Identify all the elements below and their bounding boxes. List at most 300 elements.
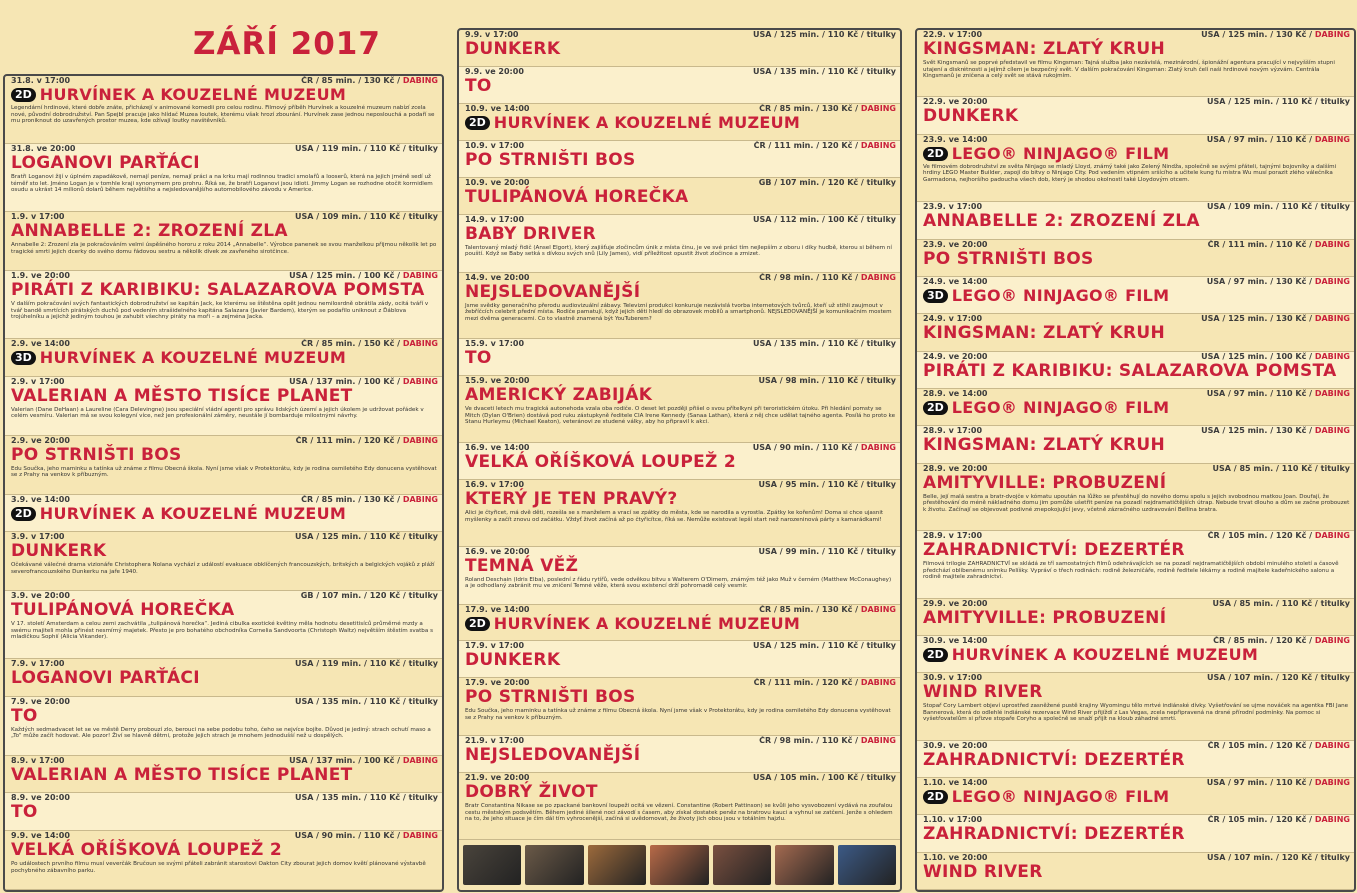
screening-info: [759, 480, 896, 490]
screening-details: USA / 135 min. / 110 Kč / titulky: [752, 66, 896, 76]
movie-still-thumbnail: [525, 845, 583, 885]
movie-title: [11, 542, 438, 561]
screening-info: [1207, 97, 1350, 107]
movie-still-thumbnail: [838, 845, 896, 885]
movie-still-thumbnail: [588, 845, 646, 885]
movie-title-text: TO: [465, 348, 492, 369]
screening-date: 1.9. v 17:00: [11, 212, 65, 222]
format-3d-badge: 3D: [923, 289, 948, 303]
screening-entry: [5, 697, 442, 756]
screening-info: [753, 773, 896, 783]
screening-entry: [917, 352, 1354, 389]
screening-info: [301, 591, 438, 601]
screening-date: 2.9. v 17:00: [11, 376, 65, 386]
screening-date: 15.9. ve 20:00: [465, 376, 530, 386]
movie-description: Talentovaný mladý řidič (Ansel Elgort), který zajišťuje zločincům únik z místa činu, je ve své práci tím nejlepším z oboru i díky hudbě, kterou si během ní pouští. Když se Baby setká s dívkou svých snů (Lily James), vidí příležitost opustit život zločince a zmizet.: [465, 244, 892, 258]
movie-title: [11, 601, 438, 620]
movie-title-text: VALERIAN A MĚSTO TISÍCE PLANET: [11, 385, 353, 406]
screening-details: ČR / 105 min. / 120 Kč /: [1207, 531, 1315, 541]
movie-title-text: KTERÝ JE TEN PRAVÝ?: [465, 488, 678, 509]
screening-details: USA / 107 min. / 120 Kč / titulky: [1206, 673, 1350, 683]
screening-details: USA / 135 min. / 110 Kč / titulky: [752, 339, 896, 349]
screening-details: ČR / 105 min. / 120 Kč /: [1207, 740, 1315, 750]
screening-date: 16.9. v 17:00: [465, 479, 525, 489]
screening-details: ČR / 105 min. / 120 Kč /: [1207, 815, 1315, 825]
movie-title: [11, 803, 438, 822]
movie-title-text: NEJSLEDOVANĚJŠÍ: [465, 281, 641, 302]
screening-info: [754, 141, 896, 151]
screening-date: 28.9. ve 14:00: [923, 388, 988, 398]
screening-details: USA / 98 min. / 110 Kč / titulky: [758, 376, 896, 386]
movie-title: [923, 212, 1350, 231]
dabbing-label: DABING: [1314, 30, 1350, 39]
screening-details: USA / 105 min. / 100 Kč / titulky: [752, 773, 896, 783]
screening-meta: [11, 793, 438, 803]
movie-title-text: PO STRNIŠTI BOS: [465, 149, 636, 170]
movie-title: [11, 222, 438, 241]
movie-description: Edu Součka, jeho maminku a tatínka už známe z filmu Obecná škola. Nyní jsme však v Protektorátu, kdy je rodina osmiletého Edy donucena vystěhovat se z Prahy na venkov k příbuzným.: [11, 465, 437, 479]
movie-title-text: AMITYVILLE: PROBUZENÍ: [923, 472, 1167, 493]
screening-info: [753, 443, 896, 453]
screening-details: USA / 125 min. / 110 Kč / titulky: [752, 30, 896, 39]
screening-info: [1207, 135, 1350, 145]
screening-details: ČR / 98 min. / 110 Kč /: [759, 272, 861, 282]
screening-date: 21.9. v 17:00: [465, 736, 525, 746]
screening-info: [295, 697, 438, 707]
program-column-2: [457, 28, 902, 892]
screening-entry: [459, 30, 900, 67]
screening-entry: [459, 605, 900, 642]
screening-entry: [917, 531, 1354, 598]
screening-date: 16.9. ve 20:00: [465, 546, 530, 556]
movie-title: [923, 751, 1350, 770]
screening-date: 3.9. v 17:00: [11, 532, 65, 542]
screening-date: 24.9. ve 20:00: [923, 351, 988, 361]
screening-info: [1201, 30, 1350, 40]
movie-title: [465, 225, 896, 244]
screening-info: [295, 532, 438, 542]
screening-entry: [459, 443, 900, 480]
program-column-3: [915, 28, 1356, 892]
screening-date: 31.8. v 17:00: [11, 76, 71, 85]
dabbing-label: DABING: [402, 755, 438, 765]
movie-title-text: ZAHRADNICTVÍ: DEZERTÉR: [923, 749, 1185, 770]
screening-details: USA / 125 min. / 130 Kč /: [1201, 426, 1315, 436]
movie-title-text: PIRÁTI Z KARIBIKU: SALAZAROVA POMSTA: [11, 280, 425, 301]
movie-title-text: HURVÍNEK A KOUZELNÉ MUZEUM: [493, 613, 801, 633]
movie-description: Ve filmovém dobrodružství ze světa Ninjago se mladý Lloyd, známý také jako Zelený Nindža, společně se svými přáteli, tajnými bojovníky a dalšími hrdiny LEGO Master Builder, zapojí do bitvy o Ninjago City. Pod vedením vtipném sršícího a učitele kung fu mistra Wu musí porazit zlého válečníka Garmadona, nejhoršího padoucha všech dob, který je shodou okolností také Lloydovým otcem.: [923, 163, 1337, 183]
screening-info: [753, 641, 896, 651]
screening-date: 24.9. ve 14:00: [923, 276, 988, 286]
movie-title-text: HURVÍNEK A KOUZELNÉ MUZEUM: [493, 112, 801, 132]
dabbing-label: DABING: [402, 435, 438, 445]
screening-date: 8.9. v 17:00: [11, 755, 65, 765]
movie-title: [923, 825, 1350, 844]
format-2d-badge: 2D: [11, 507, 36, 521]
movie-description: Každých sedmadvacet let se ve městě Derry probouzí zlo, berouci na sebe podobu toho, čeho se nejvíce bojíte. Důvod je jediný: strach ochutí maso a „To“ může začít hodovat. Ale pozor! Živí se hlavně dětmi, protože jejich strach je mnohem jednodušší než u dospělých.: [11, 726, 431, 740]
format-3d-badge: 3D: [11, 351, 36, 365]
movie-title-text: WIND RIVER: [923, 861, 1043, 882]
movie-title: [11, 707, 438, 726]
movie-title: [923, 107, 1350, 126]
movie-title-text: TO: [11, 705, 38, 726]
screening-entry: [5, 377, 442, 436]
dabbing-label: DABING: [402, 831, 438, 841]
movie-title: [465, 40, 896, 59]
screening-entry: [917, 464, 1354, 531]
movie-title-text: PO STRNIŠTI BOS: [923, 248, 1094, 269]
screening-details: USA / 112 min. / 100 Kč / titulky: [752, 214, 896, 224]
screening-entry: [917, 778, 1354, 815]
screening-details: ČR / 98 min. / 110 Kč /: [759, 736, 861, 746]
movie-title-text: AMITYVILLE: PROBUZENÍ: [923, 607, 1167, 628]
screening-date: 1.10. ve 20:00: [923, 852, 988, 862]
screening-info: [1201, 314, 1350, 324]
format-2d-badge: 2D: [923, 147, 948, 161]
screening-entry: [5, 591, 442, 659]
screening-date: 15.9. v 17:00: [465, 339, 525, 349]
movie-title: [11, 281, 438, 300]
screening-details: USA / 95 min. / 110 Kč / titulky: [758, 479, 896, 489]
screening-details: USA / 125 min. / 110 Kč / titulky: [752, 641, 896, 651]
screening-details: USA / 109 min. / 110 Kč / titulky: [1206, 202, 1350, 212]
screening-info: [1207, 673, 1350, 683]
movie-title-text: TEMNÁ VĚŽ: [465, 555, 579, 576]
screening-details: USA / 99 min. / 110 Kč / titulky: [758, 546, 896, 556]
movie-title-text: VELKÁ OŘÍŠKOVÁ LOUPEŽ 2: [11, 840, 282, 861]
screening-entry: [459, 376, 900, 443]
screening-info: [1213, 464, 1350, 474]
screening-date: 3.9. ve 14:00: [11, 494, 70, 504]
movie-description: Alici je čtyřicet, má dvě děti, rozešla se s manželem a vrací se zpátky do města, kde se narodila a vyrostla. Zpátky ke kořenům! Doma si chce ujasnit myšlenky a začít znovu od začátku. Vždyť život začíná až po čtyřicítce, říká se. Nemůže existovat lepší start než narozeninová párty s kamarádkami!: [465, 509, 884, 523]
screening-details: USA / 125 min. / 130 Kč /: [1201, 30, 1315, 39]
movie-description: Annabelle 2: Zrození zla je pokračováním velmi úspěšného hororu z roku 2014 „Annabelle“. Výrobce panenek se svou manželkou přijmou několik let po tragické smrti jejich dcerky do svého domu řádovou sestru a několik dívek ze zavřeného sirotčince.: [11, 242, 437, 255]
movie-title-text: NEJSLEDOVANĚJŠÍ: [465, 745, 641, 766]
screening-entry: [5, 212, 442, 271]
screening-date: 14.9. v 17:00: [465, 214, 525, 224]
screening-entry: [917, 202, 1354, 239]
screening-info: [753, 215, 896, 225]
format-2d-badge: 2D: [465, 116, 490, 130]
screening-details: GB / 107 min. / 120 Kč / titulky: [300, 591, 438, 601]
movie-title-text: DOBRÝ ŽIVOT: [465, 782, 598, 803]
screening-entry: [917, 314, 1354, 351]
screening-details: USA / 119 min. / 110 Kč / titulky: [294, 144, 438, 154]
dabbing-label: DABING: [1314, 388, 1350, 398]
format-2d-badge: 2D: [11, 88, 36, 102]
movie-title-text: KINGSMAN: ZLATÝ KRUH: [923, 323, 1166, 344]
screening-info: [753, 67, 896, 77]
screening-details: ČR / 85 min. / 120 Kč /: [1213, 635, 1315, 645]
screening-date: 3.9. ve 20:00: [11, 591, 70, 601]
screening-details: USA / 135 min. / 110 Kč / titulky: [294, 696, 438, 706]
movie-title: [923, 362, 1350, 381]
movie-title: [465, 746, 896, 765]
screening-date: 14.9. ve 20:00: [465, 272, 530, 282]
movie-title-text: KINGSMAN: ZLATÝ KRUH: [923, 435, 1166, 456]
movie-title: [11, 387, 438, 406]
screening-info: [1207, 778, 1350, 788]
screening-details: ČR / 85 min. / 130 Kč /: [301, 76, 403, 85]
screening-entry: [917, 240, 1354, 277]
movie-title-text: LOGANOVI PARŤÁCI: [11, 153, 200, 174]
screening-date: 10.9. v 17:00: [465, 140, 525, 150]
dabbing-label: DABING: [1314, 531, 1350, 541]
screening-info: [1208, 240, 1350, 250]
screening-date: 21.9. ve 20:00: [465, 773, 530, 783]
screening-info: [1208, 531, 1350, 541]
movie-title: [923, 40, 1350, 59]
screening-entry: [5, 144, 442, 212]
screening-date: 2.9. ve 14:00: [11, 339, 70, 349]
screening-entry: [917, 135, 1354, 202]
screening-date: 1.10. ve 14:00: [923, 777, 988, 787]
movie-title-text: KINGSMAN: ZLATÝ KRUH: [923, 39, 1166, 59]
screening-date: 7.9. v 17:00: [11, 659, 65, 669]
movie-title-text: DUNKERK: [11, 541, 107, 562]
screening-entry: [5, 76, 442, 144]
dabbing-label: DABING: [1314, 134, 1350, 144]
screening-entry: [5, 756, 442, 794]
screening-entry: [459, 178, 900, 215]
movie-title: [11, 766, 438, 785]
screening-details: USA / 137 min. / 100 Kč /: [289, 755, 403, 765]
movie-title: [465, 453, 896, 472]
screening-meta: [465, 339, 896, 349]
movie-title-text: DUNKERK: [923, 106, 1019, 127]
movie-description: Stopař Cory Lambert objeví uprostřed zasněžené pustě krajiny Wyomingu tělo mrtvé indiánské dívky. Vyšetřování se ujme nováček na agentka FBI Jane Bannerová, která do odlehlé indiánské rezervace Wind River přijíždí z Las Vegas, zcela nepřipravená na drsné přírodní podmínky. Na pomoc si vyšetřovatelům si přizve stopaře Coryho a společně se snaží přijít na kloub záhadné smrti.: [923, 703, 1349, 723]
movie-description: Roland Deschain (Idris Elba), poslední z řádu rytířů, vede odvěkou bitvu s Walterem O'Dimem, známým též jako Muž v černém (Matthew McConaughey) a je odhodlaný zabránit mu ve zničení Temné věže, která svou existencí drží pohromadě celý vesmír.: [465, 576, 892, 590]
screening-date: 17.9. ve 20:00: [465, 678, 530, 688]
screening-date: 9.9. ve 20:00: [465, 66, 524, 76]
movie-title-text: TO: [11, 802, 38, 823]
movie-title: [465, 688, 896, 707]
movie-title: [923, 436, 1350, 455]
movie-still-thumbnail: [775, 845, 833, 885]
screening-entry: [5, 793, 442, 831]
dabbing-label: DABING: [402, 271, 438, 281]
screening-details: ČR / 111 min. / 120 Kč /: [295, 435, 403, 445]
screening-details: ČR / 85 min. / 130 Kč /: [759, 604, 861, 614]
screening-entry: [917, 741, 1354, 778]
movie-title: [465, 114, 896, 132]
movie-description: Bratr Constantina Nikase se po zpackané bankovní loupeži ocitá ve vězení. Constantine (Robert Pattinson) se kvůli jeho vysvobození vydává na zoufalou cestu městským podsvětím. Během jediné šílené noci závodí s časem, aby získal dostatek peněz na bratrovu kauci a vyhnul se zatčení. Jenže s ohledem na to, že jeho situace je čím dál tím vyhrocenější, začíná si uvědomovat, že životy jich obou jsou v totálním hajzlu.: [465, 803, 893, 823]
screening-entry: [917, 599, 1354, 636]
screening-date: 22.9. v 17:00: [923, 30, 983, 39]
screening-entry: [5, 495, 442, 533]
movie-title: [465, 557, 896, 576]
dabbing-label: DABING: [1314, 635, 1350, 645]
movie-still-thumbnail: [463, 845, 521, 885]
screening-date: 1.9. ve 20:00: [11, 271, 70, 281]
screening-details: USA / 137 min. / 100 Kč /: [289, 376, 403, 386]
screening-date: 28.9. v 17:00: [923, 426, 983, 436]
screening-details: ČR / 85 min. / 150 Kč /: [301, 339, 403, 349]
screening-date: 7.9. ve 20:00: [11, 696, 70, 706]
movie-title: [11, 446, 438, 465]
screening-info: [1207, 389, 1350, 399]
movie-title: [465, 651, 896, 670]
movie-title-text: BABY DRIVER: [465, 223, 597, 244]
movie-title-text: VALERIAN A MĚSTO TISÍCE PLANET: [11, 764, 353, 785]
screening-info: [759, 273, 896, 283]
dabbing-label: DABING: [1314, 239, 1350, 249]
screening-details: ČR / 111 min. / 120 Kč /: [753, 140, 861, 150]
screening-info: [753, 339, 896, 349]
dabbing-label: DABING: [1314, 276, 1350, 286]
screening-info: [1207, 202, 1350, 212]
screening-entry: [917, 30, 1354, 97]
screening-entry: [917, 426, 1354, 463]
screening-details: USA / 125 min. / 100 Kč /: [289, 271, 403, 281]
screening-date: 28.9. v 17:00: [923, 531, 983, 541]
dabbing-label: DABING: [860, 678, 896, 688]
screening-date: 9.9. ve 14:00: [11, 831, 70, 841]
screening-details: USA / 97 min. / 110 Kč /: [1206, 388, 1315, 398]
screening-entry: [5, 436, 442, 495]
screening-entry: [459, 141, 900, 178]
screening-date: 22.9. ve 20:00: [923, 97, 988, 107]
movie-description: V dalším pokračování svých fantastických dobrodružství se kapitán Jack, ke kterému se štěstěna opět jednou nemilosrdně obrátila zády, ocitá tváří v tvář bandě smrtících pirátských duchů pod vedením strašidelného kapitána Salazara (Javier Bardem), kterým se podařilo uniknout z Ďáblova trojúhelníku a jejichž jediným touhou je zahubit všechny piráty na moři – a zejména Jacka.: [11, 301, 429, 321]
movie-still-thumbnail: [713, 845, 771, 885]
screening-details: USA / 97 min. / 110 Kč /: [1206, 777, 1315, 787]
screening-entry: [459, 736, 900, 773]
movie-title-text: TULIPÁNOVÁ HOREČKA: [11, 600, 235, 621]
dabbing-label: DABING: [1314, 777, 1350, 787]
movie-title-text: ZAHRADNICTVÍ: DEZERTÉR: [923, 540, 1185, 561]
screening-details: USA / 119 min. / 110 Kč / titulky: [294, 659, 438, 669]
movie-title-text: ANNABELLE 2: ZROZENÍ ZLA: [11, 221, 288, 242]
movie-title: [11, 505, 438, 523]
screening-details: USA / 97 min. / 110 Kč /: [1206, 134, 1315, 144]
screening-details: ČR / 111 min. / 120 Kč /: [753, 678, 861, 688]
screening-entry: [459, 547, 900, 605]
movie-title: [923, 541, 1350, 560]
screening-info: [759, 547, 896, 557]
screening-details: ČR / 85 min. / 130 Kč /: [759, 103, 861, 113]
movie-title-text: TO: [465, 75, 492, 96]
screening-entry: [5, 339, 442, 377]
screening-entry: [5, 271, 442, 339]
dabbing-label: DABING: [860, 736, 896, 746]
screening-info: [753, 30, 896, 40]
movie-description: Svět Kingsmanů se poprvé představil ve filmu Kingsman: Tajná služba jako nezávislá, mezinárodní, špionážní agentura pracující v nejvyšším stupni utajení a diskrétnosti a jejímž cílem je bezpečný svět. V dalším pokračování Kingsman: Zlatý kruh čelí naši hrdinové novým výzvám. Centrála Kingsmanů je zničena a celý svět se stává rukojmím.: [923, 60, 1335, 80]
movie-title-text: LEGO® NINJAGO® FILM: [951, 786, 1170, 806]
movie-title: [923, 788, 1350, 806]
program-column-1: [3, 74, 444, 892]
movie-title: [465, 386, 896, 405]
movie-title: [923, 324, 1350, 343]
screening-date: 31.8. ve 20:00: [11, 144, 76, 154]
format-2d-badge: 2D: [923, 648, 948, 662]
movie-title-text: HURVÍNEK A KOUZELNÉ MUZEUM: [951, 644, 1259, 664]
movie-description: Valerian (Dane DeHaan) a Laureline (Cara Delevingne) jsou speciální vládní agenti pro správu lidských území a jejich úkolem je udržovat pořádek v celém vesmíru. Valerian má se svou kolegyní více, než jen profesionální záměry, neustále jí bombarduje milostnými návrhy.: [11, 406, 424, 420]
screening-date: 30.9. v 17:00: [923, 673, 983, 683]
movie-title: [11, 349, 438, 367]
screening-details: USA / 90 min. / 110 Kč /: [294, 831, 403, 841]
screening-entry: [917, 389, 1354, 426]
movie-description: Jsme svědky generačního přerodu audiovizuální zábavy. Televizní produkci konkuruje nezávislá tvorba internetových tvůrců, kteří už stihli zaujmout v žebříčcích celebrit přední místa. Rodiče pamatují, když jejich děti hledí do obrazovek mobilů a smartphonů. NEJSLEDOVANĚJŠÍ je komunikačním mostem mezi dvěma generacemi. Co to vlastně znamená být YouTuberem?: [465, 302, 892, 322]
movie-title: [11, 86, 438, 104]
screening-date: 1.10. v 17:00: [923, 815, 983, 825]
screening-entry: [917, 277, 1354, 314]
movie-title-text: HURVÍNEK A KOUZELNÉ MUZEUM: [39, 85, 347, 104]
movie-title-text: DUNKERK: [465, 650, 561, 671]
screening-date: 10.9. ve 20:00: [465, 177, 530, 187]
dabbing-label: DABING: [860, 272, 896, 282]
movie-title: [465, 783, 896, 802]
screening-details: USA / 135 min. / 110 Kč / titulky: [294, 793, 438, 803]
dabbing-label: DABING: [1314, 815, 1350, 825]
movie-title: [923, 646, 1350, 664]
movie-title-text: ZAHRADNICTVÍ: DEZERTÉR: [923, 824, 1185, 845]
movie-title: [465, 283, 896, 302]
month-title: ZÁŘÍ 2017: [193, 26, 381, 62]
dabbing-label: DABING: [402, 339, 438, 349]
movie-description: Edu Součka, jeho maminku a tatínka už známe z filmu Obecná škola. Nyní jsme však v Protektorátu, kdy je rodina osmiletého Edy donucena vystěhovat se z Prahy na venkov k příbuzným.: [465, 708, 891, 722]
dabbing-label: DABING: [1314, 314, 1350, 324]
screening-details: USA / 125 min. / 110 Kč / titulky: [294, 532, 438, 542]
screening-info: [754, 678, 896, 688]
movie-title-text: LEGO® NINJAGO® FILM: [951, 397, 1170, 417]
format-2d-badge: 2D: [923, 401, 948, 415]
screening-entry: [459, 104, 900, 141]
dabbing-label: DABING: [860, 604, 896, 614]
screening-entry: [917, 673, 1354, 740]
movie-title: [923, 474, 1350, 493]
screening-info: [759, 736, 896, 746]
screening-details: ČR / 111 min. / 110 Kč /: [1207, 239, 1315, 249]
movie-title: [923, 683, 1350, 702]
dabbing-label: DABING: [860, 103, 896, 113]
screening-entry: [459, 641, 900, 678]
screening-date: 30.9. ve 14:00: [923, 635, 988, 645]
movie-title: [465, 490, 896, 509]
dabbing-label: DABING: [860, 140, 896, 150]
screening-info: [1207, 277, 1350, 287]
movie-description: Legendární hrdinové, které dobře znáte, přicházejí v animované komedii pro celou rodinu. Filmový příběh Hurvínek a kouzelné muzeum nabízí zcela nové, původní dobrodružství. Pan Spejbl pracuje jako hlídač Muzea loutek, kterému však hrozí zbourání. Hurvínek zase jednou neposlouchá a podaří se mu proniknout do uzavřených prostor muzea, kde ožívají loutky navštěvníků.: [11, 105, 435, 125]
movie-title: [923, 145, 1350, 163]
screening-details: GB / 107 min. / 120 Kč / titulky: [758, 177, 896, 187]
format-2d-badge: 2D: [923, 790, 948, 804]
movie-title: [465, 349, 896, 368]
screening-date: 2.9. ve 20:00: [11, 435, 70, 445]
screening-date: 16.9. ve 14:00: [465, 443, 530, 453]
screening-details: USA / 85 min. / 110 Kč / titulky: [1212, 463, 1350, 473]
movie-title: [465, 151, 896, 170]
dabbing-label: DABING: [1314, 351, 1350, 361]
screening-entry: [5, 659, 442, 697]
screening-details: USA / 109 min. / 110 Kč / titulky: [294, 212, 438, 222]
screening-info: [295, 793, 438, 803]
movie-thumbnails: [459, 840, 900, 890]
screening-details: USA / 125 min. / 130 Kč /: [1201, 314, 1315, 324]
screening-details: USA / 90 min. / 110 Kč /: [752, 443, 861, 453]
movie-title-text: WIND RIVER: [923, 682, 1043, 703]
screening-date: 17.9. v 17:00: [465, 641, 525, 651]
screening-entry: [459, 773, 900, 840]
screening-entry: [459, 678, 900, 736]
movie-title-text: LEGO® NINJAGO® FILM: [951, 143, 1170, 163]
dabbing-label: DABING: [1314, 740, 1350, 750]
screening-info: [759, 178, 896, 188]
screening-entry: [917, 815, 1354, 852]
movie-title-text: ANNABELLE 2: ZROZENÍ ZLA: [923, 211, 1200, 232]
movie-title-text: HURVÍNEK A KOUZELNÉ MUZEUM: [39, 348, 347, 368]
screening-details: USA / 125 min. / 110 Kč / titulky: [1206, 97, 1350, 107]
screening-entry: [459, 480, 900, 547]
movie-title-text: PIRÁTI Z KARIBIKU: SALAZAROVA POMSTA: [923, 360, 1337, 381]
